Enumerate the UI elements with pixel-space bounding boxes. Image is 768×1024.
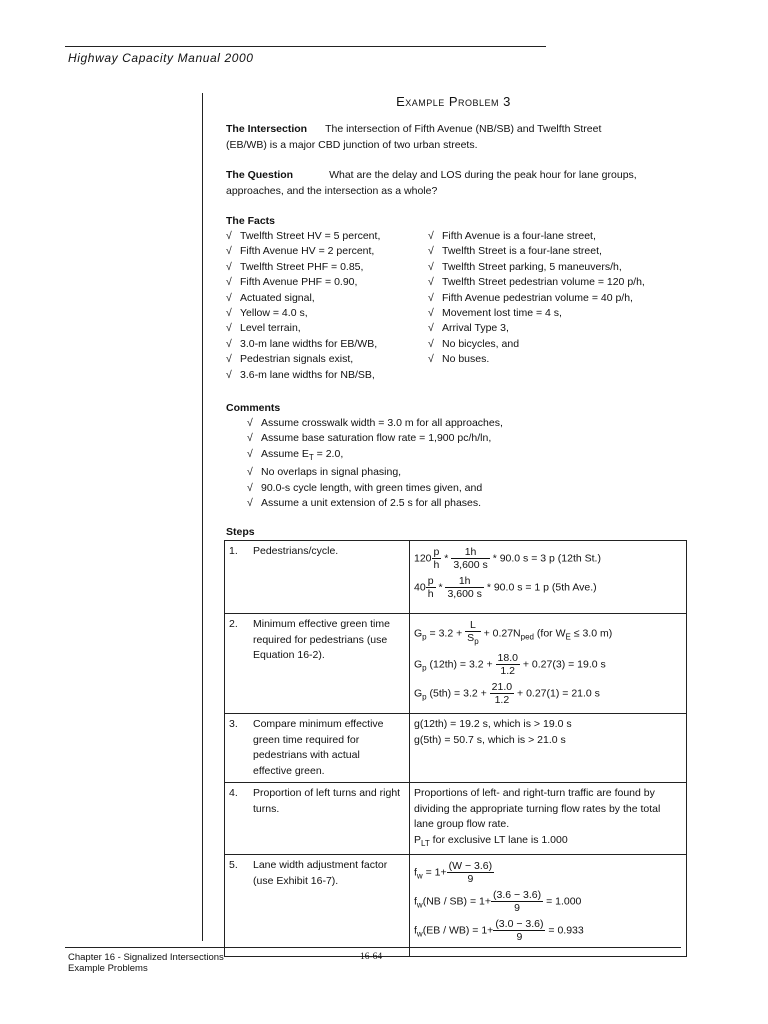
equation: 40 $\frac{p}{h}$ * $\frac{1h}{3,600 s}$ * 90.0 s = 1 p (5th Ave.): [414, 575, 597, 600]
facts-left-list: [226, 229, 380, 383]
comment-item: √ Assume $E_T = 2.0$,: [247, 447, 344, 462]
equation: $G_p$ (12th) = 3.2 + $\frac{18.0}{1.2}$ + 0.27(3) = 19.0 s: [414, 652, 606, 678]
page-number: 16-64: [360, 952, 383, 962]
check-icon: √: [428, 276, 434, 289]
check-icon: √: [428, 230, 434, 242]
comment-item: √ Assume crosswalk width = 3.0 m for all approaches,: [247, 416, 503, 431]
step-work: [410, 541, 687, 614]
comment-item: √ Assume base saturation flow rate = 1,900 pc/h/ln,: [247, 431, 503, 446]
facts-label: The Facts: [226, 215, 276, 227]
fact-item: √ Yellow = 4.0 s,: [226, 306, 380, 321]
fact-item: √ Twelfth Street HV = 5 percent,: [226, 229, 380, 244]
check-icon: √: [226, 337, 232, 350]
check-icon: √: [226, 291, 232, 304]
equation: $G_p = 3.2$ + $\frac{L}{S_p}$ + $0.27N_{ped}$ (for $W_E \le 3.0$ m): [414, 619, 613, 647]
question-label: The Question: [226, 169, 294, 181]
check-icon: √: [428, 337, 434, 350]
check-icon: √: [247, 432, 253, 445]
check-icon: √: [428, 260, 434, 273]
check-icon: √: [247, 497, 253, 510]
fact-item: √ Movement lost time = 4 s,: [428, 306, 645, 321]
check-icon: √: [247, 481, 253, 494]
comments-list: [247, 416, 503, 512]
fact-item: √ Fifth Avenue PHF = 0.90,: [226, 275, 380, 290]
equation: $f_w = 1+$ $\frac{(W - 3.6)}{9}$: [414, 860, 493, 886]
header-title: Highway Capacity Manual 2000: [68, 51, 254, 65]
step-description: 2. Minimum effective green time required for pedestrians (use Equation 16-2).: [225, 614, 410, 714]
check-icon: √: [226, 276, 232, 289]
steps-label: Steps: [226, 526, 255, 538]
fact-item: √ Twelfth Street PHF = 0.85,: [226, 260, 380, 275]
check-icon: √: [428, 291, 434, 304]
check-icon: √: [428, 245, 434, 258]
equation: $f_w(EB / WB) = 1+$ $\frac{(3.0 - 3.6)}{9}$ = 0.933: [414, 918, 584, 944]
footer-chapter: Chapter 16 - Signalized Intersections Example Problems: [68, 952, 224, 974]
step-work: Proportions of left- and right-turn traffic are found by dividing the appropriate turning flow rates by the total lane group flow rate. $P_{LT}$ for exclusive LT lane is 1.000: [410, 783, 687, 855]
equation: $G_p$ (5th) = 3.2 + $\frac{21.0}{1.2}$ + 0.27(1) = 21.0 s: [414, 681, 600, 707]
fact-item: √ 3.6-m lane widths for NB/SB,: [226, 368, 380, 383]
facts-right-list: [428, 229, 645, 368]
question-text-1: What are the delay and LOS during the peak hour for lane groups,: [329, 169, 637, 181]
fact-item: √ Fifth Avenue is a four-lane street,: [428, 229, 645, 244]
fact-item: √ Arrival Type 3,: [428, 321, 645, 336]
intersection-label: The Intersection: [226, 123, 308, 135]
question-text-2: approaches, and the intersection as a whole?: [226, 184, 438, 197]
fact-item: √ Level terrain,: [226, 321, 380, 336]
example-title: Example Problem 3: [396, 94, 511, 109]
step-description: 3. Compare minimum effective green time required for pedestrians with actual effective green.: [225, 714, 410, 783]
check-icon: √: [226, 245, 232, 258]
check-icon: √: [428, 322, 434, 335]
comment-item: √ Assume a unit extension of 2.5 s for all phases.: [247, 496, 503, 511]
table-row: [225, 783, 687, 855]
check-icon: √: [247, 466, 253, 479]
check-icon: √: [428, 353, 434, 366]
check-icon: √: [226, 230, 232, 242]
steps-table: [224, 540, 687, 957]
check-icon: √: [226, 260, 232, 273]
step-description: 5. Lane width adjustment factor (use Exhibit 16-7).: [225, 855, 410, 957]
intersection-text-2: (EB/WB) is a major CBD junction of two urban streets.: [226, 138, 478, 151]
margin-rule: [202, 93, 203, 941]
fact-item: √ Fifth Avenue pedestrian volume = 40 p/h,: [428, 291, 645, 306]
intersection-text-1: The intersection of Fifth Avenue (NB/SB) and Twelfth Street: [325, 123, 602, 135]
check-icon: √: [226, 353, 232, 366]
check-icon: √: [428, 307, 434, 320]
table-row: [225, 855, 687, 957]
fact-item: √ Twelfth Street is a four-lane street,: [428, 244, 645, 259]
table-row: [225, 614, 687, 714]
fact-item: √ Pedestrian signals exist,: [226, 352, 380, 367]
check-icon: √: [226, 322, 232, 335]
check-icon: √: [226, 368, 232, 381]
table-row: [225, 541, 687, 614]
fact-item: √ 3.0-m lane widths for EB/WB,: [226, 337, 380, 352]
comments-label: Comments: [226, 402, 281, 414]
equation: $f_w(NB / SB) = 1+$ $\frac{(3.6 - 3.6)}{9}$ = 1.000: [414, 889, 582, 915]
footer-rule: [65, 947, 681, 948]
step-description: 1. Pedestrians/cycle.: [225, 541, 410, 614]
fact-item: √ No buses.: [428, 352, 645, 367]
question-paragraph: [226, 168, 637, 199]
step-description: 4. Proportion of left turns and right turns.: [225, 783, 410, 855]
step-work: g(12th) = 19.2 s, which is > 19.0 s g(5th) = 50.7 s, which is > 21.0 s: [410, 714, 687, 783]
check-icon: √: [247, 447, 253, 460]
check-icon: √: [226, 307, 232, 320]
step-work: [410, 855, 687, 957]
step-work: [410, 614, 687, 714]
header-rule: [65, 46, 546, 47]
fact-item: √ No bicycles, and: [428, 337, 645, 352]
comment-item: √ No overlaps in signal phasing,: [247, 465, 503, 480]
check-icon: √: [247, 417, 253, 429]
fact-item: √ Actuated signal,: [226, 291, 380, 306]
equation: 120 $\frac{p}{h}$ * $\frac{1h}{3,600 s}$ * 90.0 s = 3 p (12th St.): [414, 546, 601, 571]
fact-item: √ Fifth Avenue HV = 2 percent,: [226, 244, 380, 259]
comment-item: √ 90.0-s cycle length, with green times given, and: [247, 481, 503, 496]
table-row: [225, 714, 687, 783]
intersection-paragraph: [226, 122, 601, 153]
fact-item: √ Twelfth Street parking, 5 maneuvers/h,: [428, 260, 645, 275]
fact-item: √ Twelfth Street pedestrian volume = 120 p/h,: [428, 275, 645, 290]
